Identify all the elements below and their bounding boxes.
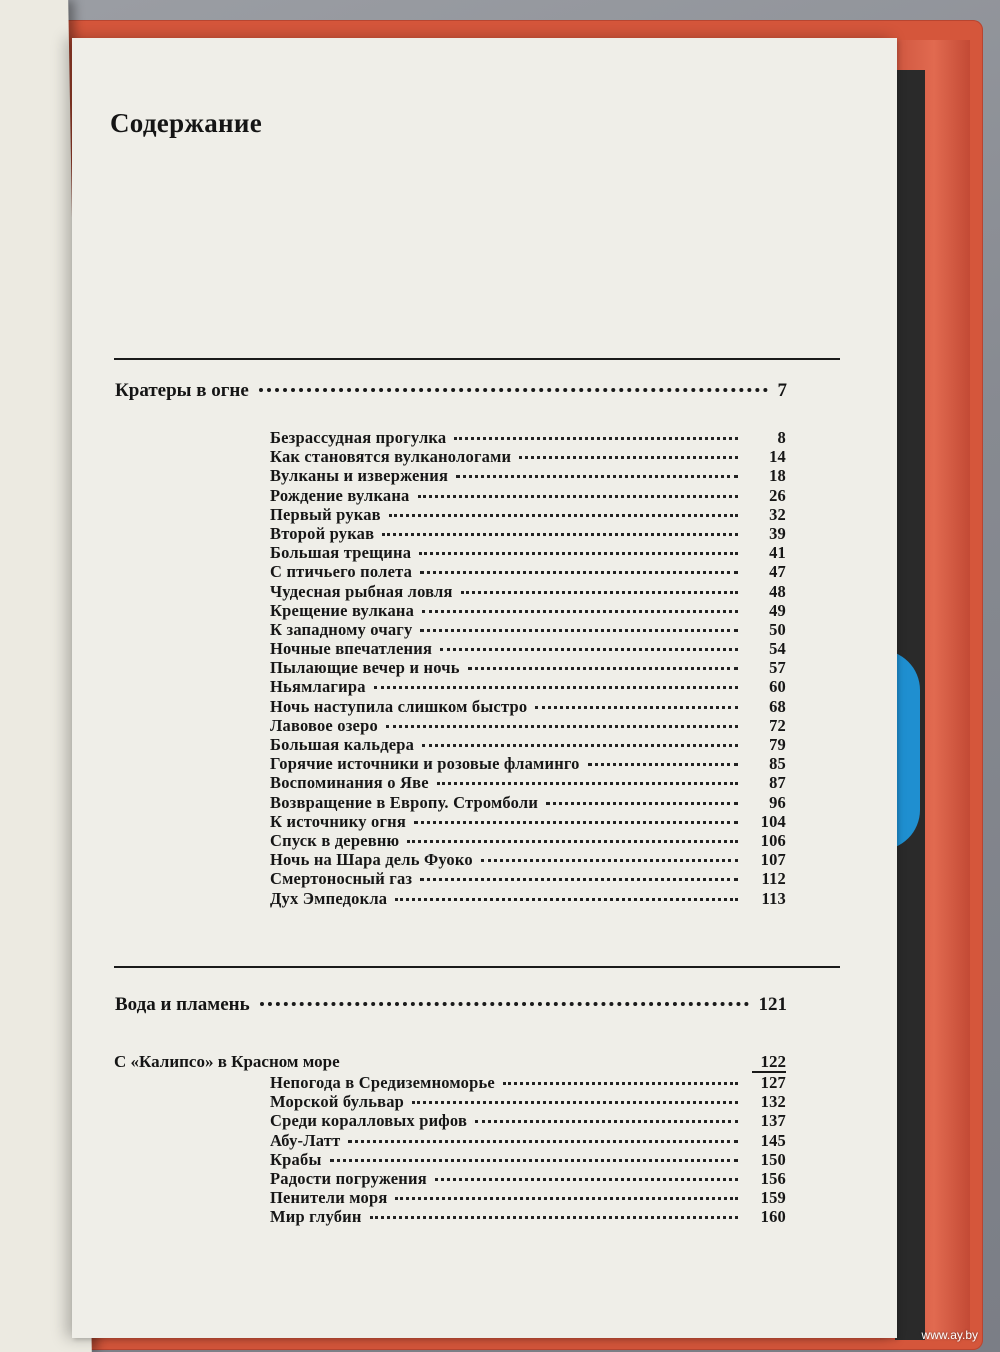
toc-entry-page: 39 bbox=[769, 523, 786, 543]
toc-entry-page: 160 bbox=[760, 1207, 786, 1227]
toc-entry-page: 150 bbox=[760, 1149, 786, 1169]
toc-entry-page: 112 bbox=[761, 869, 786, 889]
toc-entry bbox=[270, 524, 786, 543]
toc-entry bbox=[270, 1111, 786, 1130]
dot-leader bbox=[546, 802, 738, 805]
section-page-number: 7 bbox=[777, 380, 787, 401]
toc-entry bbox=[270, 716, 786, 735]
dot-leader bbox=[420, 878, 738, 881]
toc-entry-page: 8 bbox=[777, 428, 786, 447]
dot-leader bbox=[370, 1216, 738, 1219]
toc-entry-page: 26 bbox=[769, 485, 786, 505]
toc-entry bbox=[270, 562, 786, 581]
toc-entry bbox=[270, 658, 786, 677]
dot-leader bbox=[374, 686, 738, 689]
watermark: www.ay.by bbox=[921, 1328, 978, 1342]
toc-entry-title: Дух Эмпедокла bbox=[270, 888, 388, 908]
toc-entry-page: 85 bbox=[769, 754, 786, 774]
dot-leader bbox=[440, 648, 738, 651]
toc-entry bbox=[270, 697, 786, 716]
toc-entry bbox=[270, 543, 786, 562]
toc-entry bbox=[270, 889, 786, 908]
toc-entry-page: 137 bbox=[760, 1111, 786, 1131]
dot-leader bbox=[386, 725, 738, 728]
toc-entry-title: Ночь на Шара дель Фуоко bbox=[270, 850, 473, 870]
toc-entry-title: К источнику огня bbox=[270, 811, 406, 831]
toc-entry-page: 54 bbox=[769, 639, 786, 659]
dot-leader bbox=[414, 821, 738, 824]
toc-entry-title: Ньямлагира bbox=[270, 677, 366, 697]
dot-leader bbox=[422, 610, 738, 613]
dot-leader bbox=[420, 629, 738, 632]
toc-entry-page: 87 bbox=[769, 773, 786, 793]
dot-leader bbox=[260, 1002, 749, 1006]
toc-entry-title: Воспоминания о Яве bbox=[270, 773, 429, 793]
toc-entry bbox=[270, 754, 786, 773]
dot-leader bbox=[330, 1159, 738, 1162]
dot-leader bbox=[435, 1178, 738, 1181]
toc-entry-title: Вулканы и извержения bbox=[270, 466, 449, 486]
page-title: Содержание bbox=[110, 108, 263, 138]
toc-entry bbox=[270, 1169, 786, 1188]
toc-entry-title: Чудесная рыбная ловля bbox=[270, 581, 453, 601]
toc-entry bbox=[270, 466, 786, 485]
dot-leader bbox=[259, 388, 768, 392]
toc-entry-page: 50 bbox=[769, 619, 786, 639]
section-divider bbox=[114, 358, 840, 360]
toc-entry-page: 57 bbox=[769, 658, 786, 678]
section-title: Кратеры в огне bbox=[115, 380, 249, 401]
toc-entry-title: Среди коралловых рифов bbox=[270, 1111, 468, 1131]
toc-entry-page: 132 bbox=[760, 1092, 786, 1112]
toc-entry-title: Первый рукав bbox=[270, 504, 381, 524]
dot-leader bbox=[395, 898, 738, 901]
toc-entry-title: Крещение вулкана bbox=[270, 600, 415, 620]
dot-leader bbox=[348, 1140, 738, 1143]
toc-entry-page: 96 bbox=[769, 792, 786, 812]
dot-leader bbox=[407, 840, 738, 843]
dot-leader bbox=[456, 475, 738, 478]
toc-entry-title: Пенители моря bbox=[270, 1188, 388, 1208]
toc-entry-page: 32 bbox=[769, 504, 786, 524]
toc-entry-page: 104 bbox=[760, 811, 786, 831]
toc-entry-page: 106 bbox=[760, 830, 786, 850]
toc-entry bbox=[270, 505, 786, 524]
toc-entry-page: 156 bbox=[760, 1168, 786, 1188]
section-heading bbox=[115, 994, 787, 1016]
toc-entry-page: 49 bbox=[769, 600, 786, 620]
dot-leader bbox=[395, 1197, 738, 1200]
toc-entry-title: Второй рукав bbox=[270, 523, 375, 543]
toc-entry bbox=[270, 1188, 786, 1207]
toc-entry-page: 18 bbox=[769, 466, 786, 486]
toc-entry-title: С птичьего полета bbox=[270, 562, 413, 582]
toc-entry-title: Пылающие вечер и ночь bbox=[270, 658, 460, 678]
toc-entry-title: Как становятся вулканологами bbox=[270, 447, 512, 467]
toc-entry-title: Радости погружения bbox=[270, 1168, 427, 1188]
toc-list bbox=[270, 1073, 786, 1227]
toc-entry bbox=[270, 639, 786, 658]
toc-entry-page: 159 bbox=[760, 1188, 786, 1208]
dot-leader bbox=[588, 763, 738, 766]
dot-leader bbox=[503, 1082, 738, 1085]
toc-entry-page: 79 bbox=[769, 735, 786, 754]
section-divider bbox=[114, 966, 840, 968]
toc-entry bbox=[270, 428, 786, 447]
dot-leader bbox=[418, 495, 738, 498]
toc-entry-title: Большая трещина bbox=[270, 543, 412, 563]
toc-entry bbox=[270, 735, 786, 754]
toc-entry bbox=[270, 869, 786, 888]
toc-entry bbox=[270, 447, 786, 466]
toc-entry-page: 41 bbox=[769, 543, 786, 563]
subsection-title: С «Калипсо» в Красном море bbox=[114, 1052, 340, 1071]
toc-entry bbox=[270, 812, 786, 831]
toc-entry-title: Мир глубин bbox=[270, 1207, 362, 1227]
toc-entry-page: 48 bbox=[769, 581, 786, 601]
toc-entry-title: Горячие источники и розовые фламинго bbox=[270, 754, 580, 774]
toc-entry bbox=[270, 601, 786, 620]
dot-leader bbox=[412, 1101, 738, 1104]
subsection-heading bbox=[114, 1052, 786, 1072]
toc-entry bbox=[270, 620, 786, 639]
section-heading bbox=[115, 380, 787, 402]
section-title: Вода и пламень bbox=[115, 994, 250, 1015]
dot-leader bbox=[437, 782, 738, 785]
toc-entry-title: Крабы bbox=[270, 1149, 322, 1169]
toc-entry-page: 127 bbox=[760, 1073, 786, 1092]
toc-entry bbox=[270, 831, 786, 850]
toc-list bbox=[270, 428, 786, 908]
toc-entry-title: Смертоносный газ bbox=[270, 869, 413, 889]
toc-entry-page: 47 bbox=[769, 562, 786, 582]
toc-entry-title: Лавовое озеро bbox=[270, 715, 378, 735]
subsection-page-number: 122 bbox=[760, 1052, 786, 1071]
toc-entry bbox=[270, 793, 786, 812]
dot-leader bbox=[475, 1120, 738, 1123]
section-page-number: 121 bbox=[758, 994, 787, 1015]
dot-leader bbox=[420, 571, 738, 574]
toc-entry-page: 107 bbox=[760, 850, 786, 870]
toc-entry-title: Морской бульвар bbox=[270, 1092, 405, 1112]
toc-entry bbox=[270, 677, 786, 696]
toc-entry-title: Абу-Латт bbox=[270, 1130, 341, 1150]
toc-entry-page: 72 bbox=[769, 715, 786, 735]
dot-leader bbox=[419, 552, 738, 555]
dot-leader bbox=[454, 437, 738, 440]
toc-entry-title: Непогода в Средиземноморье bbox=[270, 1073, 495, 1092]
dot-leader bbox=[535, 706, 738, 709]
toc-entry bbox=[270, 1150, 786, 1169]
contents-page bbox=[72, 38, 897, 1338]
toc-entry bbox=[270, 582, 786, 601]
toc-entry-page: 68 bbox=[769, 696, 786, 716]
toc-entry-title: Ночь наступила слишком быстро bbox=[270, 696, 528, 716]
toc-entry-title: Возвращение в Европу. Стромболи bbox=[270, 792, 539, 812]
dot-leader bbox=[519, 456, 738, 459]
toc-entry-title: Безрассудная прогулка bbox=[270, 428, 447, 447]
toc-entry bbox=[270, 773, 786, 792]
toc-entry bbox=[270, 1073, 786, 1092]
dot-leader bbox=[468, 667, 738, 670]
toc-entry bbox=[270, 1131, 786, 1150]
dot-leader bbox=[382, 533, 738, 536]
dot-leader bbox=[389, 514, 738, 517]
toc-entry-title: Ночные впечатления bbox=[270, 639, 433, 659]
toc-entry bbox=[270, 486, 786, 505]
toc-entry-title: Рождение вулкана bbox=[270, 485, 410, 505]
dot-leader bbox=[481, 859, 738, 862]
toc-entry-page: 145 bbox=[760, 1130, 786, 1150]
toc-entry-title: Спуск в деревню bbox=[270, 830, 400, 850]
toc-entry-page: 113 bbox=[761, 888, 786, 908]
toc-entry bbox=[270, 1207, 786, 1226]
toc-entry-title: Большая кальдера bbox=[270, 735, 415, 754]
toc-entry bbox=[270, 1092, 786, 1111]
dot-leader bbox=[461, 591, 738, 594]
toc-entry-title: К западному очагу bbox=[270, 619, 413, 639]
toc-entry-page: 14 bbox=[769, 447, 786, 467]
dot-leader bbox=[422, 744, 738, 747]
toc-entry bbox=[270, 850, 786, 869]
toc-entry-page: 60 bbox=[769, 677, 786, 697]
